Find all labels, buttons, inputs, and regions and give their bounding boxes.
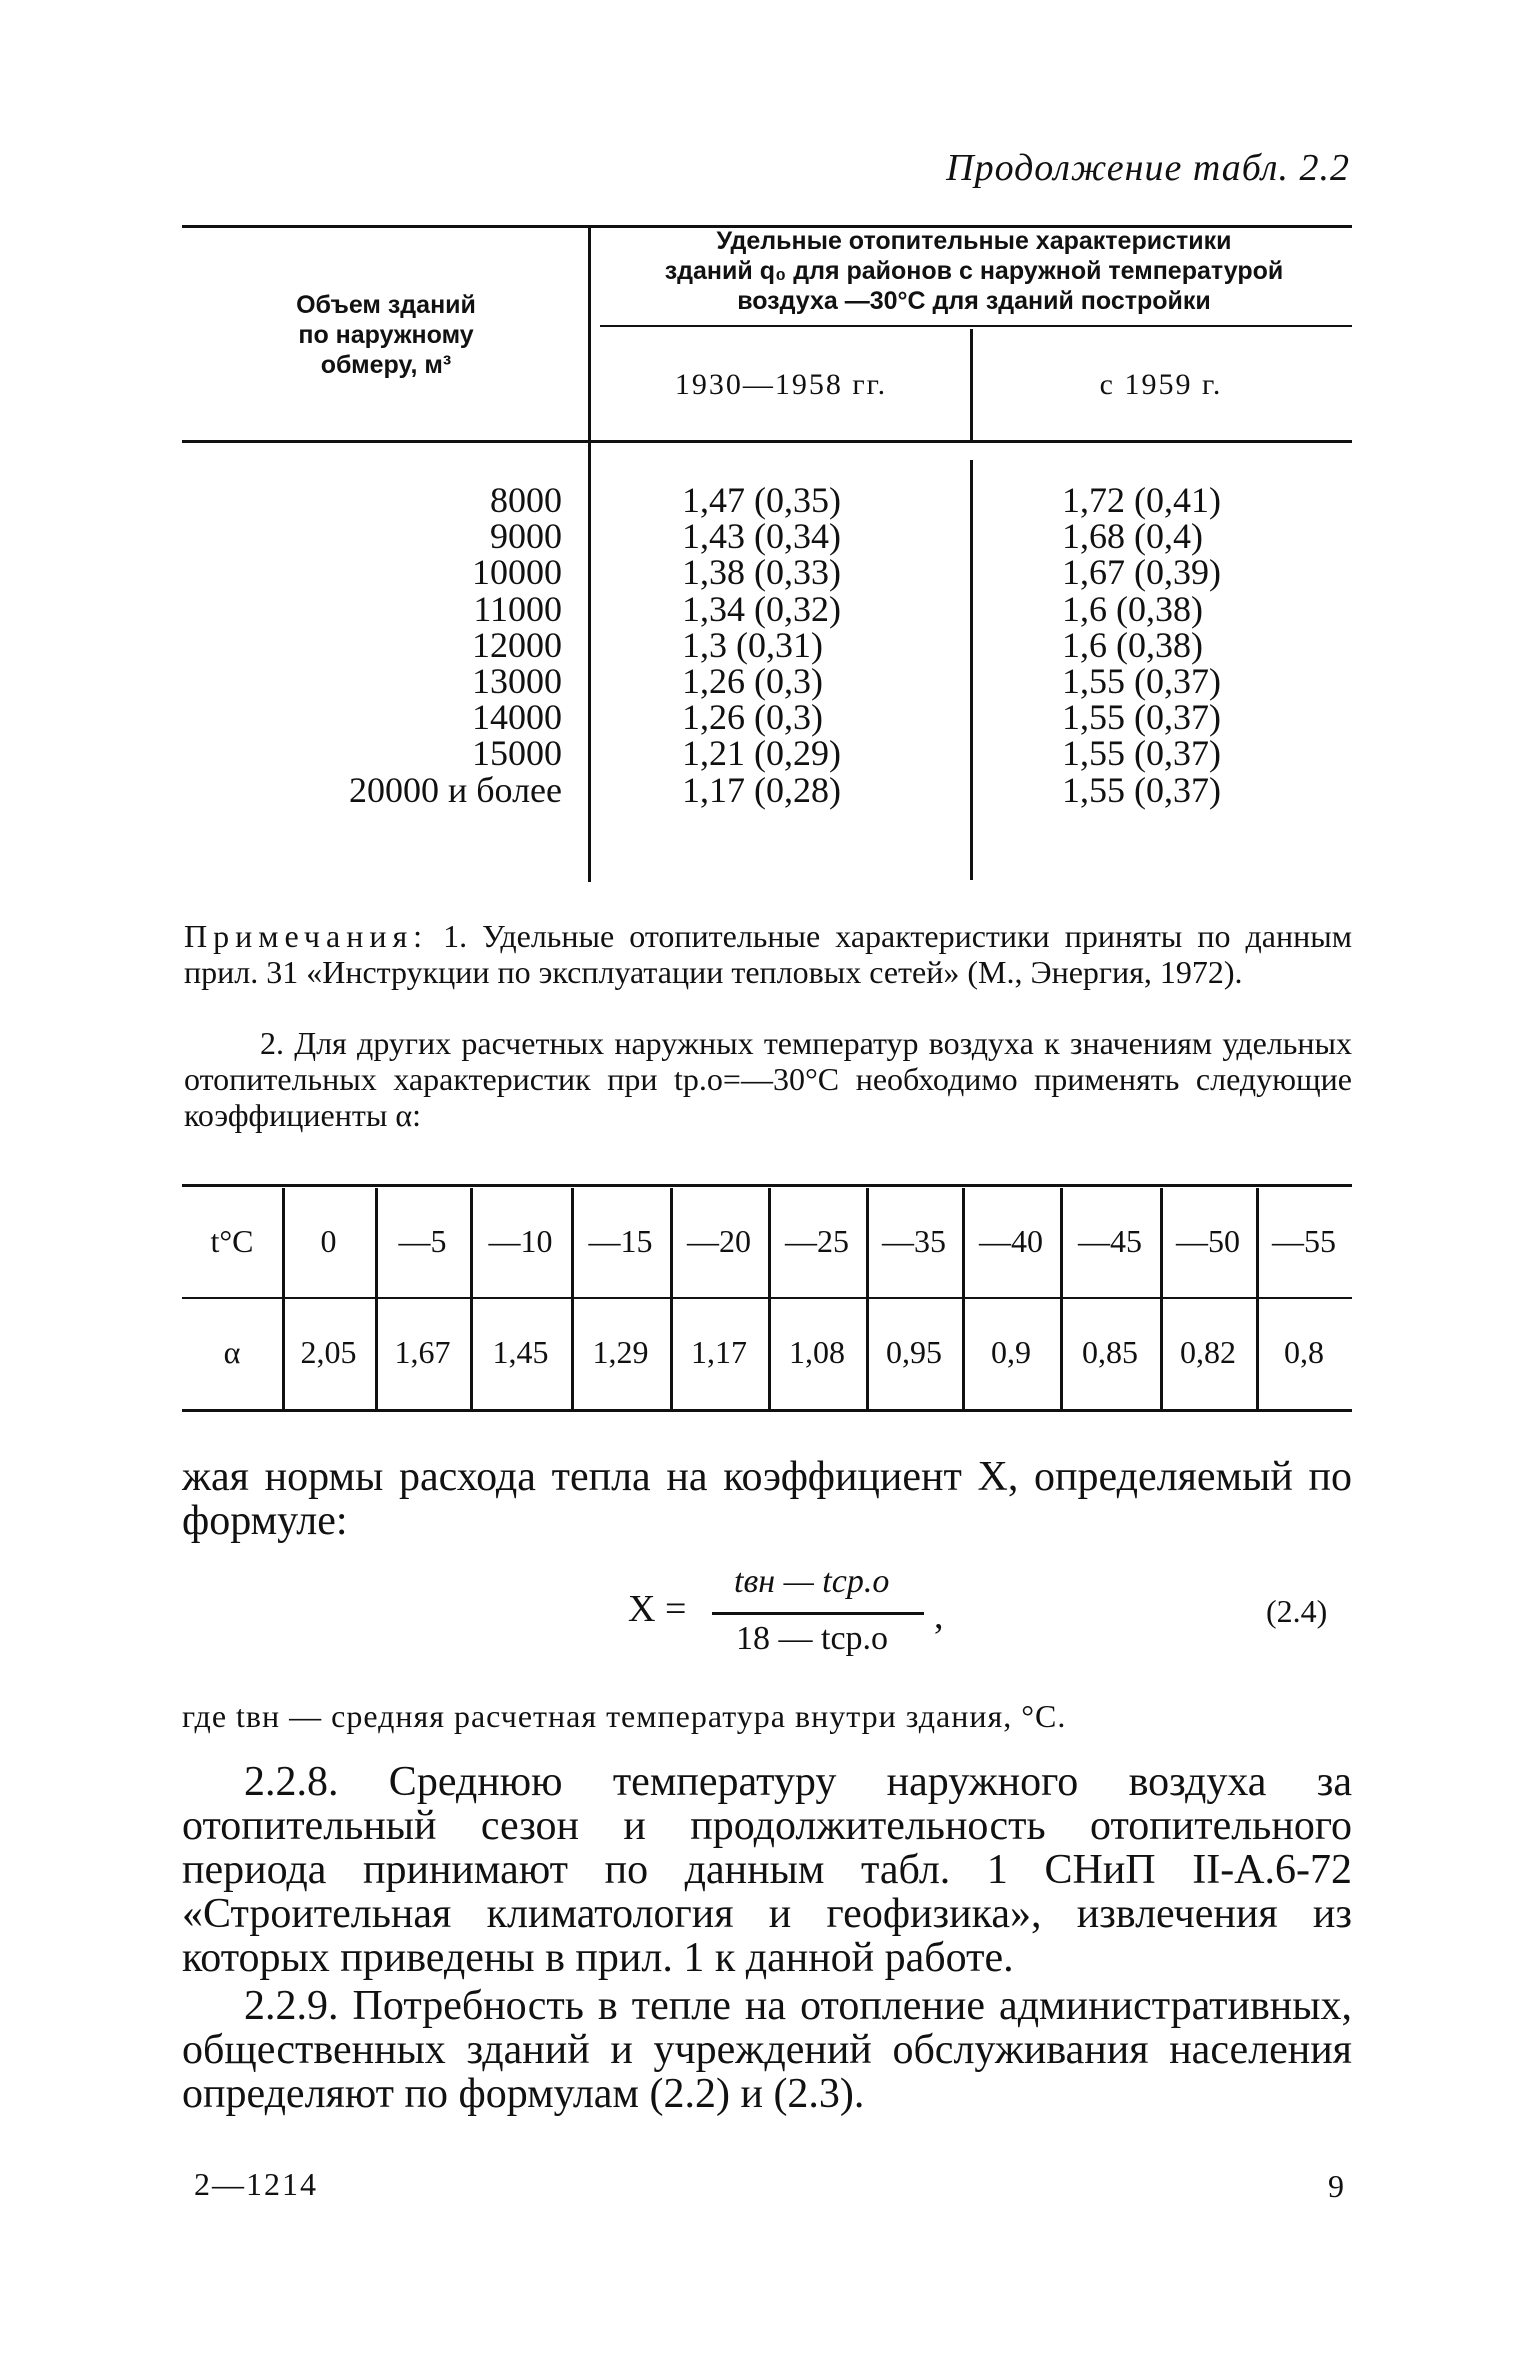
printer-code: 2—1214 [194, 2166, 318, 2202]
alpha-table-temperature-cell: —20 [687, 1223, 751, 1259]
alpha-table-coefficient-cell: 0,82 [1180, 1334, 1236, 1370]
alpha-table-divider [768, 1188, 771, 1409]
table-subheader-rule [600, 325, 1352, 327]
alpha-table-temperature-cell: —15 [588, 1223, 653, 1259]
heating-characteristics-header: Удельные отопительные характеристики зданий q₀ для районов с наружной температурой воздуха —30°С для зданий постройки [664, 227, 1284, 315]
text-before-formula: жая нормы расхода тепла на коэффициент X, определяемый по формуле: [182, 1454, 1352, 1544]
alpha-table-temperature-cell: —50 [1176, 1223, 1240, 1259]
notes-label: Примечания: [184, 918, 429, 954]
value-1930-1958-cell: 1,34 (0,32) [682, 588, 841, 629]
formula-numerator: tвн — tср.о [734, 1563, 890, 1600]
note-1 [184, 918, 1352, 990]
alpha-table-top-rule [182, 1184, 1352, 1187]
alpha-table-alpha-label: α [223, 1334, 241, 1370]
volume-cell: 9000 [490, 516, 562, 557]
note-1-text: 1. Удельные отопительные характеристики приняты по данным прил. 31 «Инструкции по эксплуатации тепловых сетей» (М., Энергия, 1972). [184, 918, 1353, 990]
alpha-table-coefficient-cell: 0,9 [991, 1334, 1031, 1370]
paragraph-2-2-9: 2.2.9. Потребность в тепле на отопление административных, общественных зданий и учреждений обслуживания населения определяют по формулам (2.2) и (2.3). [182, 1983, 1352, 2117]
alpha-table-coefficient-cell: 1,67 [394, 1334, 451, 1370]
value-1959-cell: 1,68 (0,4) [1062, 516, 1203, 557]
volume-cell: 10000 [472, 552, 562, 593]
value-1959-cell: 1,55 (0,37) [1062, 661, 1221, 702]
volume-cell: 13000 [472, 661, 562, 702]
alpha-table-temperature-cell: —35 [882, 1223, 946, 1259]
alpha-table-temperature-cell: —5 [398, 1223, 447, 1259]
formula-explanation: где tвн — средняя расчетная температура внутри здания, °С. [182, 1698, 1067, 1734]
table-divider-1 [588, 225, 591, 882]
alpha-table-coefficient-cell: 0,8 [1284, 1334, 1324, 1370]
value-1930-1958-cell: 1,47 (0,35) [682, 480, 841, 520]
alpha-table-mid-rule [182, 1297, 1352, 1299]
table-divider-2-head [970, 329, 973, 440]
alpha-table-temperature-cell: —55 [1272, 1223, 1336, 1259]
formula-lhs: X = [628, 1588, 687, 1630]
volume-cell: 15000 [472, 733, 562, 774]
alpha-table-temperature-cell: 0 [320, 1223, 337, 1259]
period-1930-1958-column [682, 482, 942, 808]
alpha-table-divider [1160, 1188, 1163, 1409]
alpha-table-divider [1256, 1188, 1259, 1409]
alpha-table-t-label: t°C [210, 1223, 254, 1259]
alpha-table-coefficient-cell: 1,45 [492, 1334, 549, 1370]
alpha-table-divider [282, 1188, 285, 1409]
alpha-table-divider [571, 1188, 574, 1409]
volume-cell: 8000 [490, 480, 562, 520]
continuation-caption: Продолжение табл. 2.2 [946, 147, 1350, 189]
alpha-table-coefficient-cell: 0,85 [1082, 1334, 1138, 1370]
value-1930-1958-cell: 1,26 (0,3) [682, 661, 823, 702]
alpha-table-coefficient-cell: 1,08 [789, 1334, 845, 1370]
alpha-table-temperature-cell: —10 [488, 1223, 553, 1259]
note-2: 2. Для других расчетных наружных температур воздуха к значениям удельных отопительных характеристик при tр.о=—30°С необходимо применять следующие коэффициенты α: [184, 1025, 1352, 1133]
table-divider-2-body [970, 460, 973, 880]
value-1959-cell: 1,6 (0,38) [1062, 624, 1203, 665]
value-1959-cell: 1,55 (0,37) [1062, 733, 1221, 774]
value-1959-cell: 1,55 (0,37) [1062, 697, 1221, 738]
value-1959-cell: 1,72 (0,41) [1062, 480, 1221, 520]
alpha-table-temperature-cell: —40 [979, 1223, 1043, 1259]
value-1930-1958-cell: 1,3 (0,31) [682, 624, 823, 665]
value-1930-1958-cell: 1,26 (0,3) [682, 697, 823, 738]
volume-cell: 20000 и более [348, 769, 562, 810]
alpha-table-temperature-cell: —25 [785, 1223, 849, 1259]
alpha-table-coefficient-cell: 0,95 [886, 1334, 942, 1370]
volume-cell: 11000 [473, 588, 562, 629]
value-1930-1958-cell: 1,43 (0,34) [682, 516, 841, 557]
alpha-table-divider [375, 1188, 378, 1409]
alpha-table-coefficient-cell: 1,29 [592, 1334, 649, 1370]
alpha-table-coefficient-cell: 1,17 [691, 1334, 747, 1370]
volume-column [300, 482, 562, 808]
formula-fraction-bar [712, 1612, 924, 1615]
page-number: 9 [1328, 2168, 1344, 2204]
alpha-table-divider [962, 1188, 965, 1409]
value-1959-cell: 1,67 (0,39) [1062, 552, 1221, 593]
alpha-table-coefficient-cell: 2,05 [300, 1334, 357, 1370]
value-1930-1958-cell: 1,38 (0,33) [682, 552, 841, 593]
paragraph-2-2-8: 2.2.8. Среднюю температуру наружного воздуха за отопительный сезон и продолжительность отопительного периода принимают по данным табл. 1 СНиП II-А.6-72 «Строительная климатология и геофизика», извлечения из которых приведены в прил. 1 к данной работе. [182, 1759, 1352, 1981]
period-1930-1958-header: 1930—1958 гг. [674, 368, 888, 401]
value-1930-1958-cell: 1,17 (0,28) [682, 769, 841, 810]
value-1959-cell: 1,6 (0,38) [1062, 588, 1203, 629]
value-1959-cell: 1,55 (0,37) [1062, 769, 1221, 810]
volume-cell: 14000 [472, 697, 562, 738]
alpha-table-divider [866, 1188, 869, 1409]
period-1959-header: с 1959 г. [1099, 368, 1223, 401]
period-1959-column [1062, 482, 1332, 808]
value-1930-1958-cell: 1,21 (0,29) [682, 733, 841, 774]
volume-cell: 12000 [472, 624, 562, 665]
formula-denominator: 18 — tср.о [736, 1620, 889, 1657]
formula-number: (2.4) [1266, 1593, 1328, 1629]
alpha-table-divider [1060, 1188, 1063, 1409]
alpha-table-divider [670, 1188, 673, 1409]
volume-column-header: Объем зданий по наружному обмеру, м³ [296, 291, 476, 379]
formula-tail: , [934, 1595, 944, 1637]
alpha-table-bottom-rule [182, 1409, 1352, 1412]
alpha-table-temperature-cell: —45 [1078, 1223, 1142, 1259]
table-header-rule [182, 440, 1352, 443]
alpha-table-divider [470, 1188, 473, 1409]
